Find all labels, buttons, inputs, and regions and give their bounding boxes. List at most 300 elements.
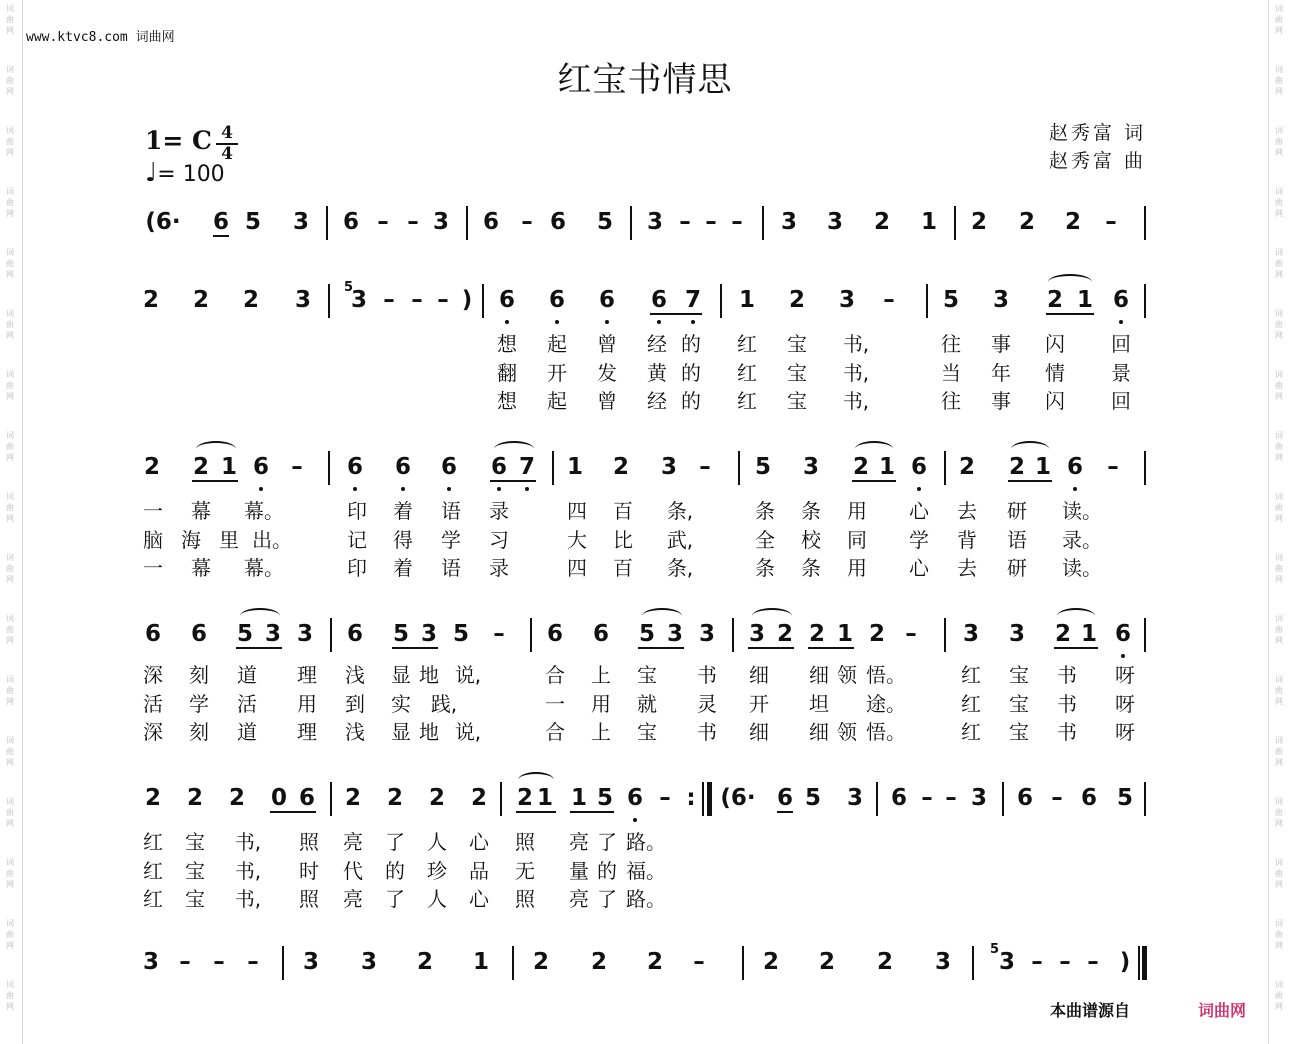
lyric-char: 照 [299,830,319,854]
lyric-char: 呀 [1115,692,1135,716]
note: 5 [452,621,469,647]
note: 6 [346,621,363,647]
watermark-char: 词 [6,980,14,989]
time-signature-top: 4 [221,123,233,143]
watermark-char: 词 [6,370,14,379]
lyric-char: 亮 [569,830,589,854]
low-octave-dot [1073,487,1077,491]
underline [852,480,896,482]
lyric-char: 书, [842,389,870,413]
composer-credit: 赵秀富 曲 [1048,150,1146,172]
low-octave-dot [505,320,509,324]
lyricist-credit: 赵秀富 词 [1048,122,1146,144]
lyric-char: 红 [143,859,163,883]
note: – [291,454,303,480]
watermark-char: 曲 [1275,137,1283,146]
note: 2 [970,209,987,235]
lyric-char: 一 [143,556,163,580]
low-octave-dot [1121,654,1125,658]
lyric-char: 地 [419,720,439,744]
watermark-char: 曲 [1275,747,1283,756]
lyric-char: 情 [1045,361,1065,385]
underline [270,811,316,813]
note: – [1031,949,1043,975]
watermark-char: 词 [1275,4,1283,13]
barline [876,782,878,816]
note: 3 [998,949,1015,975]
note: ) [1119,949,1131,975]
watermark-char: 曲 [6,442,14,451]
lyric-char: 黄 [647,361,667,385]
lyric-char: 心 [469,887,489,911]
note: 6 [298,785,315,811]
barline [738,451,740,485]
watermark-char: 词 [6,4,14,13]
lyric-char: 途。 [866,692,906,716]
lyric-char: 珍 [427,859,447,883]
tempo-value: = 100 [157,162,225,187]
low-octave-dot [917,487,921,491]
watermark-char: 曲 [6,564,14,573]
underline [192,480,238,482]
barline [482,284,484,318]
staff-line-6 [0,942,1290,982]
note: 1 [472,949,489,975]
note: 5 [392,621,409,647]
note: 3 [970,785,987,811]
note: – [493,621,505,647]
note: 2 [876,949,893,975]
note: 0 [270,785,287,811]
lyric-char: 合 [545,720,565,744]
lyric-char: 细 [809,663,829,687]
lyric-char: 四 [567,499,587,523]
watermark-char: 曲 [1275,808,1283,817]
note: 2 [1064,209,1081,235]
watermark-char: 词 [6,248,14,257]
lyric-char: 读。 [1062,499,1102,523]
lyric-char: 用 [591,692,611,716]
note: 3 [294,287,311,313]
watermark-char: 词 [6,309,14,318]
lyric-char: 语 [441,556,461,580]
note: 3 [350,287,367,313]
watermark-char: 曲 [1275,625,1283,634]
time-signature-bottom: 4 [221,144,233,164]
lyric-char: 显 [391,663,411,687]
watermark-char: 曲 [1275,869,1283,878]
watermark-char: 词 [6,614,14,623]
watermark-char: 网 [6,819,14,828]
note: 5 [754,454,771,480]
lyric-char: 细 [749,663,769,687]
lyric-char: 上 [591,663,611,687]
note: 6 [549,209,566,235]
lyric-char: 去 [957,556,977,580]
watermark-char: 网 [6,331,14,340]
note: – [731,209,743,235]
lyric-char: 道 [237,720,257,744]
lyric-char: 深 [143,663,163,687]
note: 6 [1112,287,1129,313]
lyric-char: 说, [454,663,482,687]
lyric-char: 一 [545,692,565,716]
lyric-char: 学 [909,528,929,552]
note: 2 [818,949,835,975]
slur [752,608,792,624]
slur [1048,274,1092,290]
lyric-char: 书, [234,887,262,911]
watermark-char: 曲 [1275,76,1283,85]
lyric-char: 红 [961,663,981,687]
note: 3 [264,621,281,647]
lyric-char: 地 [419,663,439,687]
note: 5 [244,209,261,235]
lyric-char: 宝 [787,361,807,385]
lyric-char: 经 [647,332,667,356]
lyric-char: 红 [961,692,981,716]
lyric-char: 同 [847,528,867,552]
underline [1008,480,1052,482]
note: 2 [868,621,885,647]
watermark-char: 网 [1275,392,1283,401]
note: 6 [144,621,161,647]
watermark-char: 曲 [1275,320,1283,329]
note: 2 [142,287,159,313]
note: 5 [638,621,655,647]
note: 3 [826,209,843,235]
lyric-char: 人 [427,887,447,911]
slur [494,441,534,457]
watermark-char: 曲 [1275,930,1283,939]
brand-link[interactable]: 词曲网 [1198,1001,1247,1020]
note: 6 [546,621,563,647]
watermark-char: 网 [1275,636,1283,645]
lyric-char: 活 [237,692,257,716]
lyric-char: 坦 [809,692,829,716]
note: 6 [598,287,615,313]
watermark-char: 词 [6,858,14,867]
watermark-char: 词 [6,187,14,196]
note: 3 [1008,621,1025,647]
underline [650,313,702,315]
note: 1 [566,454,583,480]
note: 2 [228,785,245,811]
lyric-char: 用 [297,692,317,716]
note: 2 [612,454,629,480]
lyric-char: 的 [681,332,701,356]
underline [516,811,556,813]
lyric-char: 呀 [1115,720,1135,744]
lyric-char: 用 [847,556,867,580]
note: 3 [302,949,319,975]
note: 2 [852,454,869,480]
lyric-char: 细 [809,720,829,744]
staff-line-3 [0,447,1290,487]
low-octave-dot [555,320,559,324]
note: 6 [626,785,643,811]
lyric-char: 红 [961,720,981,744]
low-octave-dot [447,487,451,491]
watermark-char: 词 [1275,309,1283,318]
barline [1144,284,1146,318]
note: 7 [518,454,535,480]
note: 2 [192,454,209,480]
watermark-char: 网 [6,148,14,157]
note: 2 [470,785,487,811]
note: – [1051,785,1063,811]
note: 5 [596,785,613,811]
lyric-char: 无 [515,859,535,883]
lyric-char: 校 [801,528,821,552]
watermark-char: 网 [6,880,14,889]
lyric-char: 着 [393,499,413,523]
note: 1 [1076,287,1093,313]
lyric-char: 录 [489,499,509,523]
note: 6 [650,287,667,313]
watermark-char: 曲 [1275,564,1283,573]
lyric-char: 幕。 [244,499,284,523]
barline [1144,618,1146,652]
staff-line-1 [0,202,1290,242]
note: 5 [236,621,253,647]
note: – [1059,949,1071,975]
lyric-char: 书 [1057,663,1077,687]
note: 3 [432,209,449,235]
lyric-char: 一 [143,499,163,523]
note: 2 [186,785,203,811]
note: 2 [1008,454,1025,480]
watermark-char: 曲 [6,503,14,512]
watermark-char: 网 [6,87,14,96]
watermark-char: 网 [6,209,14,218]
note: 1 [738,287,755,313]
lyric-char: 红 [737,389,757,413]
watermark-char: 词 [6,431,14,440]
watermark-char: 词 [1275,370,1283,379]
watermark-char: 曲 [1275,442,1283,451]
note: 5 [942,287,959,313]
underline [490,480,536,482]
note: 6 [482,209,499,235]
note: 6 [1016,785,1033,811]
note: 2 [532,949,549,975]
slur [518,772,554,788]
lyric-char: 条 [801,556,821,580]
note: – [179,949,191,975]
watermark-char: 词 [6,736,14,745]
watermark-char: 词 [1275,65,1283,74]
lyric-char: 学 [189,692,209,716]
watermark-char: 词 [6,126,14,135]
note: 2 [1018,209,1035,235]
note: – [377,209,389,235]
lyric-char: 读。 [1062,556,1102,580]
source-label: 本曲谱源自 [1050,1001,1131,1020]
lyric-char: 说, [454,720,482,744]
note: 3 [802,454,819,480]
note: 3 [360,949,377,975]
lyric-char: 时 [299,859,319,883]
lyric-char: 深 [143,720,163,744]
lyric-char: 心 [909,499,929,523]
grace-note: 5 [344,280,354,295]
watermark-char: 曲 [6,686,14,695]
note: 6 [1114,621,1131,647]
note: – [521,209,533,235]
note: 1 [536,785,553,811]
lyric-char: 宝 [787,389,807,413]
watermark-char: 曲 [6,15,14,24]
note: 1 [920,209,937,235]
barline [1144,451,1146,485]
note: 6 [440,454,457,480]
lyric-char: 去 [957,499,977,523]
lyric-char: 书, [842,361,870,385]
barline [328,451,330,485]
lyric-char: 道 [237,663,257,687]
note: 1 [1034,454,1051,480]
barline [1144,206,1146,240]
lyric-char: 闪 [1045,389,1065,413]
note: 3 [992,287,1009,313]
watermark-char: 词 [6,65,14,74]
low-octave-dot [401,487,405,491]
note: – [659,785,671,811]
note: 6 [394,454,411,480]
note: 3 [934,949,951,975]
lyric-char: 的 [681,361,701,385]
note: 6 [910,454,927,480]
lyric-char: 刻 [189,663,209,687]
underline [213,235,229,237]
slur [1057,608,1095,624]
lyric-char: 代 [343,859,363,883]
lyric-char: 了 [597,830,617,854]
lyric-char: 条 [801,499,821,523]
lyric-char: 往 [941,389,961,413]
note: 6 [1066,454,1083,480]
note: 1 [570,785,587,811]
lyric-char: 宝 [185,859,205,883]
note: – [411,287,423,313]
note: 1 [1080,621,1097,647]
underline [1046,313,1094,315]
watermark-char: 网 [6,758,14,767]
lyric-char: 书 [697,720,717,744]
lyric-char: 亮 [569,887,589,911]
note: – [693,949,705,975]
lyric-char: 起 [547,389,567,413]
lyric-char: 书 [1057,692,1077,716]
barline [530,618,532,652]
note: – [905,621,917,647]
lyric-char: 书, [234,830,262,854]
note: – [945,785,957,811]
lyric-char: 回 [1111,389,1131,413]
lyric-char: 上 [591,720,611,744]
note: 3 [142,949,159,975]
lyric-char: 践, [430,692,458,716]
double-barline [707,782,712,816]
watermark-char: 网 [1275,270,1283,279]
lyric-char: 照 [299,887,319,911]
watermark-char: 词 [1275,736,1283,745]
final-barline [1142,946,1147,980]
watermark-char: 词 [1275,431,1283,440]
slur [642,608,682,624]
watermark-char: 曲 [6,808,14,817]
note: 2 [808,621,825,647]
watermark-char: 网 [6,26,14,35]
note: 6 [342,209,359,235]
lyric-char: 当 [941,361,961,385]
lyric-char: 条 [755,499,775,523]
watermark-char: 曲 [6,76,14,85]
lyric-char: 开 [547,361,567,385]
note: 3 [420,621,437,647]
watermark-char: 词 [1275,492,1283,501]
lyric-char: 亮 [343,887,363,911]
watermark-char: 词 [1275,553,1283,562]
lyric-char: 宝 [1009,692,1029,716]
underline [808,647,854,649]
lyric-char: 发 [597,361,617,385]
note: – [1107,454,1119,480]
lyric-char: 心 [469,830,489,854]
barline [972,946,974,980]
watermark-char: 词 [1275,187,1283,196]
note: 3 [838,287,855,313]
watermark-char: 网 [6,453,14,462]
note: – [407,209,419,235]
note: 2 [762,949,779,975]
lyric-char: 着 [393,556,413,580]
note: 2 [590,949,607,975]
note: 3 [296,621,313,647]
lyric-char: 曾 [597,389,617,413]
left-watermark-column [0,0,23,1044]
watermark-char: 网 [1275,697,1283,706]
lyric-char: 百 [613,556,633,580]
barline [944,618,946,652]
note: 6 [346,454,363,480]
watermark-char: 词 [1275,797,1283,806]
lyric-char: 记 [347,528,367,552]
lyric-char: 刻 [189,720,209,744]
lyric-char: 品 [469,859,489,883]
lyric-char: 合 [545,663,565,687]
grace-note: 5 [990,942,1000,957]
watermark-char: 曲 [6,991,14,1000]
lyric-char: 亮 [343,830,363,854]
key-signature: 1= C [145,126,212,155]
note: 2 [958,454,975,480]
low-octave-dot [525,487,529,491]
watermark-char: 曲 [6,137,14,146]
lyric-char: 悟。 [866,720,906,744]
lyric-char: 四 [567,556,587,580]
watermark-char: 网 [1275,209,1283,218]
low-octave-dot [633,818,637,822]
lyric-char: 红 [143,887,163,911]
lyric-char: 宝 [1009,663,1029,687]
lyric-char: 了 [597,887,617,911]
lyric-char: 幕 [191,499,211,523]
watermark-char: 曲 [1275,991,1283,1000]
slur [855,441,893,457]
lyric-char: 宝 [787,332,807,356]
